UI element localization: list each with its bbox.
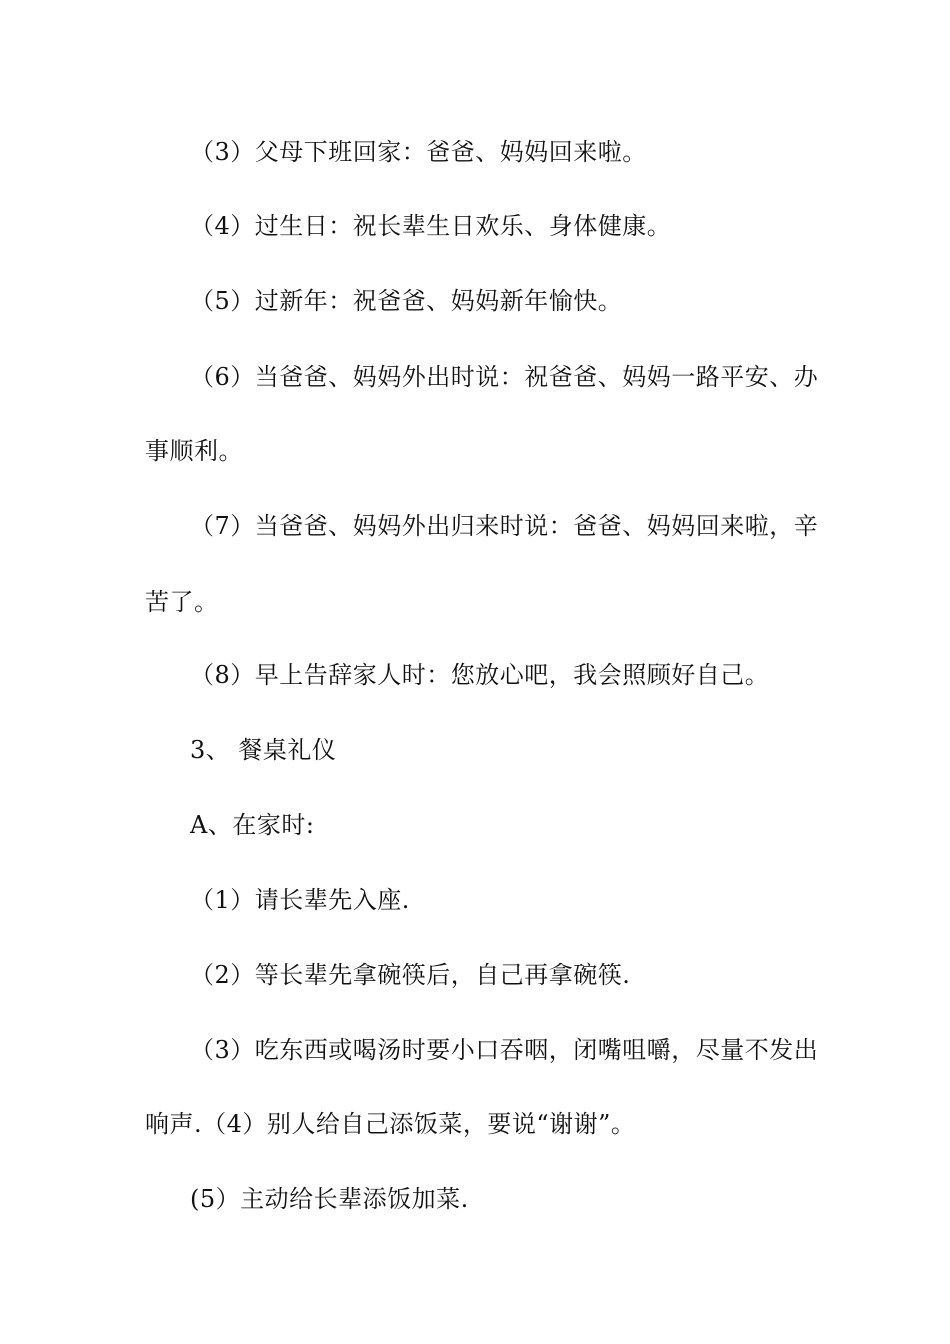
paragraph-line: (5）主动给长辈添饭加菜.: [190, 1185, 469, 1213]
paragraph-line: （3）吃东西或喝汤时要小口吞咽，闭嘴咀嚼，尽量不发出: [190, 1036, 819, 1064]
section-heading: 3、 餐桌礼仪: [190, 736, 337, 764]
subsection-heading: A、在家时:: [190, 811, 315, 839]
paragraph-line: （5）过新年：祝爸爸、妈妈新年愉快。: [190, 287, 623, 315]
paragraph-line: 事顺利。: [145, 437, 243, 465]
paragraph-line: （6）当爸爸、妈妈外出时说：祝爸爸、妈妈一路平安、办: [190, 363, 819, 391]
paragraph-line: （1）请长辈先入座.: [190, 886, 410, 914]
paragraph-line: 苦了。: [145, 588, 219, 616]
paragraph-line: 响声.（4）别人给自己添饭菜，要说“谢谢”。: [145, 1110, 636, 1138]
paragraph-line: （2）等长辈先拿碗筷后，自己再拿碗筷.: [190, 961, 631, 989]
paragraph-line: （7）当爸爸、妈妈外出归来时说：爸爸、妈妈回来啦，辛: [190, 512, 819, 540]
paragraph-line: （4）过生日：祝长辈生日欢乐、身体健康。: [190, 212, 672, 240]
paragraph-line: （8）早上告辞家人时：您放心吧，我会照顾好自己。: [190, 661, 770, 689]
paragraph-line: （3）父母下班回家：爸爸、妈妈回来啦。: [190, 138, 647, 166]
